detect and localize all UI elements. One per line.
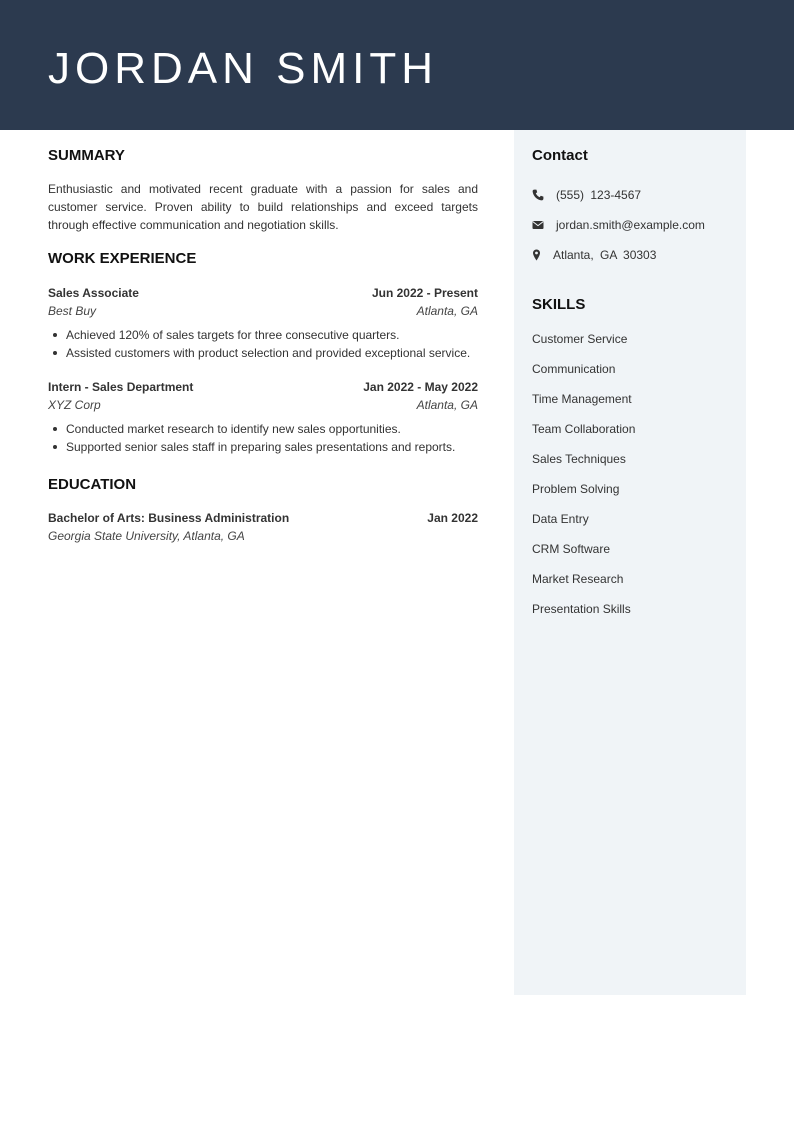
contact-heading: Contact	[532, 147, 588, 164]
skills-list	[532, 330, 635, 630]
job-bullets	[48, 326, 478, 362]
resume-header	[0, 0, 794, 130]
job-location: Atlanta, GA	[416, 398, 478, 412]
map-pin-icon	[532, 249, 544, 261]
summary-text: Enthusiastic and motivated recent graduate with a passion for sales and customer service. Proven ability to build relationships and exceed targets through effective communication and negotiation skills.	[48, 182, 478, 232]
skill-item: Sales Techniques	[532, 452, 626, 466]
job-company: Best Buy	[48, 304, 97, 318]
contact-address-text: Atlanta, GA 30303	[553, 248, 657, 262]
job-bullet: Supported senior sales staff in preparing sales presentations and reports.	[48, 438, 478, 456]
skill-item: Data Entry	[532, 512, 589, 526]
contact-email-text[interactable]: jordan.smith@example.com	[556, 218, 705, 232]
job-bullet: Conducted market research to identify new sales opportunities.	[48, 420, 478, 438]
education-entry	[48, 509, 478, 545]
education-school: Georgia State University, Atlanta, GA	[48, 529, 245, 543]
skill-item: Market Research	[532, 572, 624, 586]
skill-item: Communication	[532, 362, 616, 376]
skill-item: Customer Service	[532, 332, 628, 346]
job-entry	[48, 378, 478, 456]
job-location: Atlanta, GA	[416, 304, 478, 318]
job-bullet: Assisted customers with product selection and provided exceptional service.	[48, 344, 478, 362]
job-entry	[48, 284, 478, 362]
skill-item: Presentation Skills	[532, 602, 631, 616]
job-role: Sales Associate	[48, 286, 139, 300]
job-bullet: Achieved 120% of sales targets for three consecutive quarters.	[48, 326, 478, 344]
summary-heading: SUMMARY	[48, 147, 125, 164]
sidebar	[514, 130, 746, 995]
job-company: XYZ Corp	[48, 398, 101, 412]
skills-heading: SKILLS	[532, 296, 586, 313]
skill-item: Problem Solving	[532, 482, 620, 496]
phone-icon	[532, 189, 544, 201]
education-heading: EDUCATION	[48, 476, 137, 493]
skill-item: Time Management	[532, 392, 632, 406]
candidate-name: JORDAN SMITH	[48, 44, 438, 93]
contact-phone-text: (555) 123-4567	[556, 188, 642, 202]
work-experience-heading: WORK EXPERIENCE	[48, 250, 197, 267]
skill-item: Team Collaboration	[532, 422, 636, 436]
education-date: Jan 2022	[427, 511, 478, 525]
envelope-icon	[532, 219, 544, 231]
job-role: Intern - Sales Department	[48, 380, 194, 394]
education-degree: Bachelor of Arts: Business Administration	[48, 511, 290, 525]
job-dates: Jan 2022 - May 2022	[363, 380, 478, 394]
job-dates: Jun 2022 - Present	[371, 286, 478, 300]
skill-item: CRM Software	[532, 542, 611, 556]
job-bullets	[48, 420, 478, 456]
